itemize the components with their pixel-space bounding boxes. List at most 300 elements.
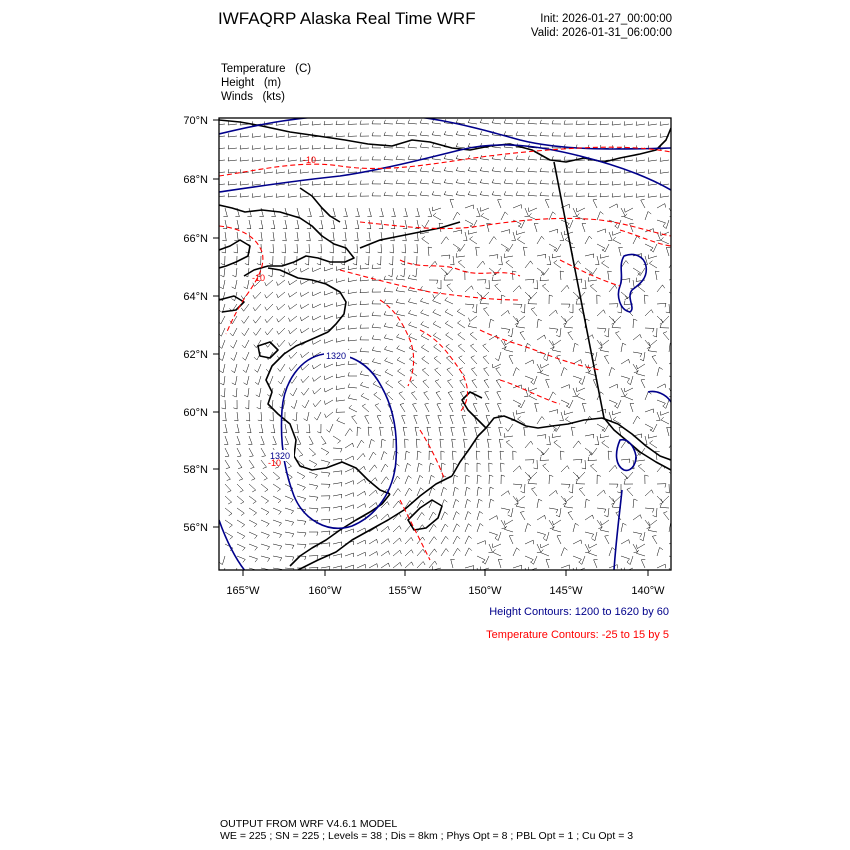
wind-barb-feather (302, 405, 305, 408)
wind-barb (408, 147, 417, 148)
wind-barb (592, 268, 597, 275)
wind-barb-feather (504, 179, 506, 183)
wind-barb (252, 136, 261, 137)
wind-barb-feather (502, 295, 506, 297)
wind-barb-feather (480, 191, 482, 195)
wind-barb (225, 412, 226, 421)
wind-barb (309, 208, 311, 217)
wind-barb-feather (241, 296, 243, 299)
wind-barb-feather (532, 488, 536, 489)
wind-barb (602, 263, 610, 268)
wind-barb-feather (302, 476, 305, 479)
wind-barb (600, 196, 609, 197)
wind-barb (301, 268, 309, 272)
wind-barb (261, 412, 262, 421)
wind-barb (336, 160, 345, 161)
wind-barb (273, 568, 282, 569)
wind-barb-feather (640, 354, 642, 358)
wind-barb (360, 280, 369, 281)
wind-barb (669, 343, 670, 352)
wind-barb (249, 448, 253, 456)
wind-barb (650, 443, 658, 448)
wind-barb-feather (440, 439, 444, 440)
wind-barb-feather (468, 323, 470, 327)
wind-barb (225, 388, 226, 397)
wind-barb (459, 358, 465, 364)
wind-barb-feather (456, 512, 459, 515)
wind-barb-feather (435, 368, 439, 370)
wind-barb-feather (408, 310, 410, 313)
wind-barb-feather (328, 473, 330, 477)
wind-barb-feather (611, 503, 615, 505)
wind-barb (605, 244, 609, 252)
wind-barb-feather (567, 466, 569, 470)
wind-barb (528, 135, 537, 136)
wind-barb (650, 520, 657, 526)
wind-barb (237, 244, 238, 253)
wind-barb (300, 196, 309, 197)
wind-barb (345, 208, 347, 217)
wind-barb (309, 232, 310, 241)
wind-barb-feather (408, 298, 410, 301)
wind-barb (325, 388, 333, 392)
wind-barb (498, 532, 501, 541)
wind-barb (570, 220, 574, 228)
wind-barb (549, 490, 556, 496)
wind-barb (285, 220, 287, 229)
wind-barb-feather (468, 191, 470, 195)
wind-barb-feather (576, 121, 577, 125)
wind-barb (666, 400, 669, 408)
wind-barb (438, 416, 441, 424)
wind-barb-feather (478, 475, 482, 477)
wind-barb (602, 443, 609, 448)
wind-barb (281, 376, 285, 384)
wind-barb (393, 538, 400, 544)
wind-barb-feather (540, 180, 541, 184)
wind-barb-feather (353, 264, 357, 265)
wind-barb-feather (433, 333, 436, 336)
wind-barb-feather (221, 264, 225, 265)
wind-barb-feather (435, 261, 437, 265)
wind-barb-feather (460, 380, 464, 381)
wind-barb (247, 376, 249, 385)
wind-barb (441, 487, 444, 496)
wind-barb-feather (288, 466, 292, 468)
wind-barb-feather (288, 169, 289, 173)
wind-barb-feather (581, 360, 582, 364)
wind-barb (249, 508, 257, 513)
wind-barb-feather (282, 240, 286, 241)
wind-barb (249, 220, 251, 229)
wind-barb (381, 539, 388, 544)
wind-barb (246, 364, 249, 373)
wind-barb (569, 400, 573, 408)
wind-barb (309, 448, 316, 454)
wind-barb-feather (437, 280, 438, 284)
wind-barb-feather (354, 252, 358, 253)
wind-barb-feather (267, 535, 270, 538)
wind-barb (237, 484, 243, 490)
wind-barb-feather (531, 562, 534, 565)
wind-barb (633, 319, 634, 328)
wind-barb-feather (422, 512, 425, 515)
wind-barb (645, 244, 653, 248)
wind-barb-feather (376, 503, 377, 507)
wind-barb-feather (324, 401, 325, 405)
wind-barb (589, 544, 597, 548)
wind-barb (453, 512, 456, 520)
wind-barb (588, 124, 597, 125)
wind-barb (360, 374, 369, 376)
wind-barb (477, 541, 485, 544)
wind-barb (540, 460, 549, 461)
wind-barb (609, 384, 617, 388)
wind-barb-feather (665, 303, 666, 307)
wind-barb (489, 544, 493, 552)
wind-barb (221, 328, 225, 336)
wind-barb-feather (352, 416, 356, 417)
wind-barb (525, 556, 533, 560)
wind-barb (661, 240, 669, 244)
wind-barb-feather (442, 463, 446, 465)
wind-barb (279, 328, 285, 334)
wind-barb-feather (432, 488, 435, 490)
wind-barb (357, 208, 359, 217)
height-contour-legend: Height Contours: 1200 to 1620 by 60 (489, 606, 669, 618)
wind-barb (525, 523, 528, 532)
wind-barb-feather (540, 457, 541, 461)
wind-barb-feather (270, 420, 274, 421)
wind-barb-feather (400, 550, 402, 554)
wind-barb-feather (432, 179, 434, 183)
wind-barb-feather (529, 213, 532, 216)
wind-barb-feather (516, 168, 518, 172)
wind-barb (237, 556, 245, 559)
wind-barb (509, 356, 513, 364)
wind-barb-feather (673, 297, 676, 299)
wind-barb-feather (243, 370, 246, 372)
wind-barb (428, 247, 429, 256)
wind-barb-feather (660, 133, 661, 137)
wind-barb (650, 340, 657, 346)
wind-barb (512, 271, 513, 280)
wind-barb (489, 237, 494, 245)
wind-barb (636, 374, 645, 376)
wind-barb (249, 424, 251, 433)
wind-barb (618, 220, 621, 228)
wind-barb-feather (312, 169, 313, 173)
wind-barb (273, 472, 280, 478)
wind-barb (660, 172, 669, 173)
wind-barb-feather (412, 562, 414, 566)
lat-tick: 70°N (183, 115, 208, 127)
wind-barb (372, 268, 381, 269)
wind-barb (216, 136, 225, 137)
wind-barb (433, 312, 441, 316)
wind-barb (585, 254, 594, 256)
wind-barb-feather (372, 156, 373, 160)
wind-barb (516, 171, 525, 172)
wind-barb-feather (449, 255, 450, 259)
wind-barb (645, 409, 653, 412)
wind-barb (495, 268, 501, 275)
wind-barb-feather (499, 439, 503, 440)
wind-barb-feather (456, 191, 458, 195)
wind-barb (504, 171, 513, 172)
wind-barb (657, 204, 665, 208)
wind-barb-feather (623, 523, 627, 525)
wind-barb (240, 136, 249, 137)
wind-barb-feather (276, 145, 277, 149)
wind-barb-feather (663, 332, 667, 334)
wind-barb-feather (268, 558, 270, 561)
wind-barb (520, 333, 525, 341)
wind-barb-feather (428, 247, 432, 248)
wind-barb-feather (251, 479, 255, 481)
wind-barb-feather (444, 500, 447, 503)
wind-barb (301, 280, 309, 284)
wind-barb (484, 369, 489, 376)
wind-barb (643, 532, 645, 541)
wind-barb-feather (230, 537, 233, 540)
wind-barb-feather (579, 562, 582, 565)
wind-barb (441, 268, 448, 274)
wind-barb-feather (567, 285, 569, 289)
wind-barb (221, 316, 225, 324)
lat-axis (213, 120, 219, 527)
wind-barb (513, 484, 522, 485)
wind-barb-feather (652, 509, 654, 513)
wind-barb-feather (458, 548, 461, 551)
wind-barb (513, 400, 521, 404)
wind-barb-feather (590, 284, 593, 286)
wind-barb (456, 256, 465, 257)
wind-barb (549, 328, 558, 329)
wind-barb-feather (565, 237, 568, 240)
wind-barb-feather (365, 415, 369, 416)
wind-barb (609, 465, 615, 472)
wind-barb-feather (390, 252, 394, 253)
wind-barb (485, 556, 489, 564)
wind-barb-feather (505, 212, 508, 215)
wind-barb-feather (409, 322, 412, 325)
wind-barb-feather (528, 300, 529, 304)
wind-barb (417, 562, 423, 569)
wind-barb-feather (420, 143, 422, 147)
wind-barb (508, 424, 513, 431)
wind-barb-feather (226, 468, 230, 469)
wind-barb (336, 184, 345, 185)
wind-barb (392, 268, 393, 277)
wind-barb (597, 328, 606, 329)
wind-barb-feather (448, 380, 452, 381)
wind-barb (291, 364, 297, 371)
wind-barb (573, 556, 581, 559)
wind-barb (405, 488, 409, 496)
wind-barb (537, 335, 545, 340)
wind-barb-feather (216, 145, 217, 149)
wind-barb-feather (506, 440, 509, 442)
wind-barb-feather (528, 156, 530, 160)
wind-barb-feather (246, 420, 250, 421)
wind-barb (600, 184, 609, 185)
wind-barb-feather (674, 441, 677, 444)
wind-barb-feather (491, 499, 495, 501)
wind-barb-feather (552, 180, 553, 184)
wind-barb (301, 316, 309, 321)
wind-barb-feather (289, 318, 290, 322)
wind-barb (456, 183, 465, 184)
wind-barb (497, 404, 501, 412)
wind-barb (288, 196, 297, 197)
wind-barb (429, 537, 434, 544)
wind-barb-feather (520, 331, 524, 332)
wind-barb-feather (216, 133, 217, 137)
wind-barb (525, 208, 529, 216)
wind-barb-feather (304, 521, 306, 525)
wind-barb-feather (568, 332, 572, 333)
wind-barb-feather (437, 403, 441, 404)
wind-barb (453, 244, 460, 249)
wind-barb-feather (627, 559, 629, 562)
wind-barb-feather (360, 313, 361, 317)
wind-barb-feather (655, 271, 659, 272)
wind-barb (480, 303, 489, 304)
wind-barb (336, 340, 345, 342)
wind-barb (496, 380, 501, 388)
wind-barb (480, 123, 489, 124)
wind-barb-feather (617, 484, 618, 488)
wind-barb-feather (608, 271, 612, 272)
wind-barb (525, 376, 533, 379)
wind-barb (405, 525, 411, 532)
wind-barb (477, 487, 478, 496)
wind-barb (427, 427, 429, 436)
wind-barb (258, 376, 261, 385)
wind-barb-feather (495, 284, 499, 286)
wind-barb (225, 232, 226, 241)
wind-barb (465, 512, 468, 521)
wind-barb (273, 436, 276, 444)
wind-barb-feather (579, 441, 581, 444)
wind-barb-feather (627, 382, 630, 384)
wind-barb (496, 369, 501, 376)
wind-barb-feather (300, 121, 301, 125)
wind-barb-feather (433, 512, 436, 515)
wind-barb (237, 460, 242, 468)
wind-barb (465, 536, 469, 544)
wind-barb-feather (241, 513, 244, 515)
wind-barb-feather (540, 364, 541, 368)
wind-barb-feather (265, 332, 267, 335)
wind-barb-feather (433, 298, 436, 301)
wind-barb (621, 388, 625, 396)
wind-barb-feather (652, 535, 656, 536)
wind-barb-feather (653, 328, 654, 332)
wind-barb-feather (301, 392, 303, 395)
wind-barb-feather (396, 464, 399, 467)
wind-barb (609, 400, 617, 404)
wind-barb-feather (434, 344, 437, 346)
wind-barb (372, 327, 381, 328)
wind-barb-feather (449, 403, 453, 404)
wind-barb-feather (312, 341, 313, 345)
wind-barb-feather (348, 313, 349, 317)
wind-barb (267, 316, 273, 323)
wind-barb-feather (387, 502, 389, 506)
wind-barb-feather (377, 552, 378, 556)
wind-barb-feather (241, 502, 244, 504)
wind-barb (429, 512, 433, 520)
wind-barb (333, 483, 342, 485)
wind-barb-feather (295, 432, 299, 433)
wind-barb (408, 302, 417, 304)
wind-barb (408, 123, 417, 124)
lat-tick: 56°N (183, 522, 208, 534)
wind-barb (532, 489, 538, 496)
wind-barb-feather (592, 534, 594, 537)
wind-barb (237, 220, 239, 229)
wind-barb (590, 286, 597, 292)
wind-barb (405, 451, 406, 460)
wind-barb-feather (324, 145, 325, 149)
wind-barb (501, 310, 508, 316)
wind-barb (577, 208, 585, 212)
wind-barb-feather (265, 490, 268, 492)
wind-barb-feather (278, 500, 281, 503)
wind-barb (216, 196, 225, 197)
wind-barb (648, 124, 657, 125)
wind-barb-feather (552, 521, 553, 525)
wind-barb (434, 358, 441, 364)
wind-barb-feather (436, 391, 440, 392)
wind-barb-feather (360, 324, 361, 328)
wind-barb-feather (341, 483, 342, 487)
wind-barb-feather (459, 356, 463, 358)
wind-barb (290, 328, 297, 334)
wind-barb (537, 236, 542, 244)
wind-barb (309, 567, 318, 568)
wind-barb-feather (400, 403, 404, 404)
wind-barb (288, 148, 297, 149)
init-time: Init: 2026-01-27_00:00:00 (540, 13, 672, 25)
wind-barb-feather (447, 284, 451, 286)
wind-barb-feather (385, 358, 388, 361)
wind-barb (222, 340, 225, 348)
wind-barb-feather (348, 278, 349, 282)
wind-barb (486, 416, 489, 425)
wind-barb-feather (372, 288, 373, 292)
wind-barb-feather (576, 208, 577, 212)
wind-barb-feather (289, 343, 291, 347)
wind-barb-feather (396, 192, 398, 196)
wind-barb (273, 424, 275, 433)
wind-barb-feather (523, 247, 527, 248)
wind-barb (297, 424, 298, 433)
wind-barb (487, 439, 489, 448)
wind-barb (405, 562, 412, 568)
wind-barb (594, 560, 597, 568)
wind-barb-feather (660, 193, 661, 197)
wind-barb-feather (445, 524, 448, 527)
wind-barb-feather (297, 444, 301, 445)
wind-barb (631, 376, 634, 385)
wind-barb-feather (228, 502, 232, 504)
wind-barb-feather (336, 157, 337, 161)
wind-barb (525, 279, 534, 280)
wind-barb-feather (472, 305, 474, 309)
